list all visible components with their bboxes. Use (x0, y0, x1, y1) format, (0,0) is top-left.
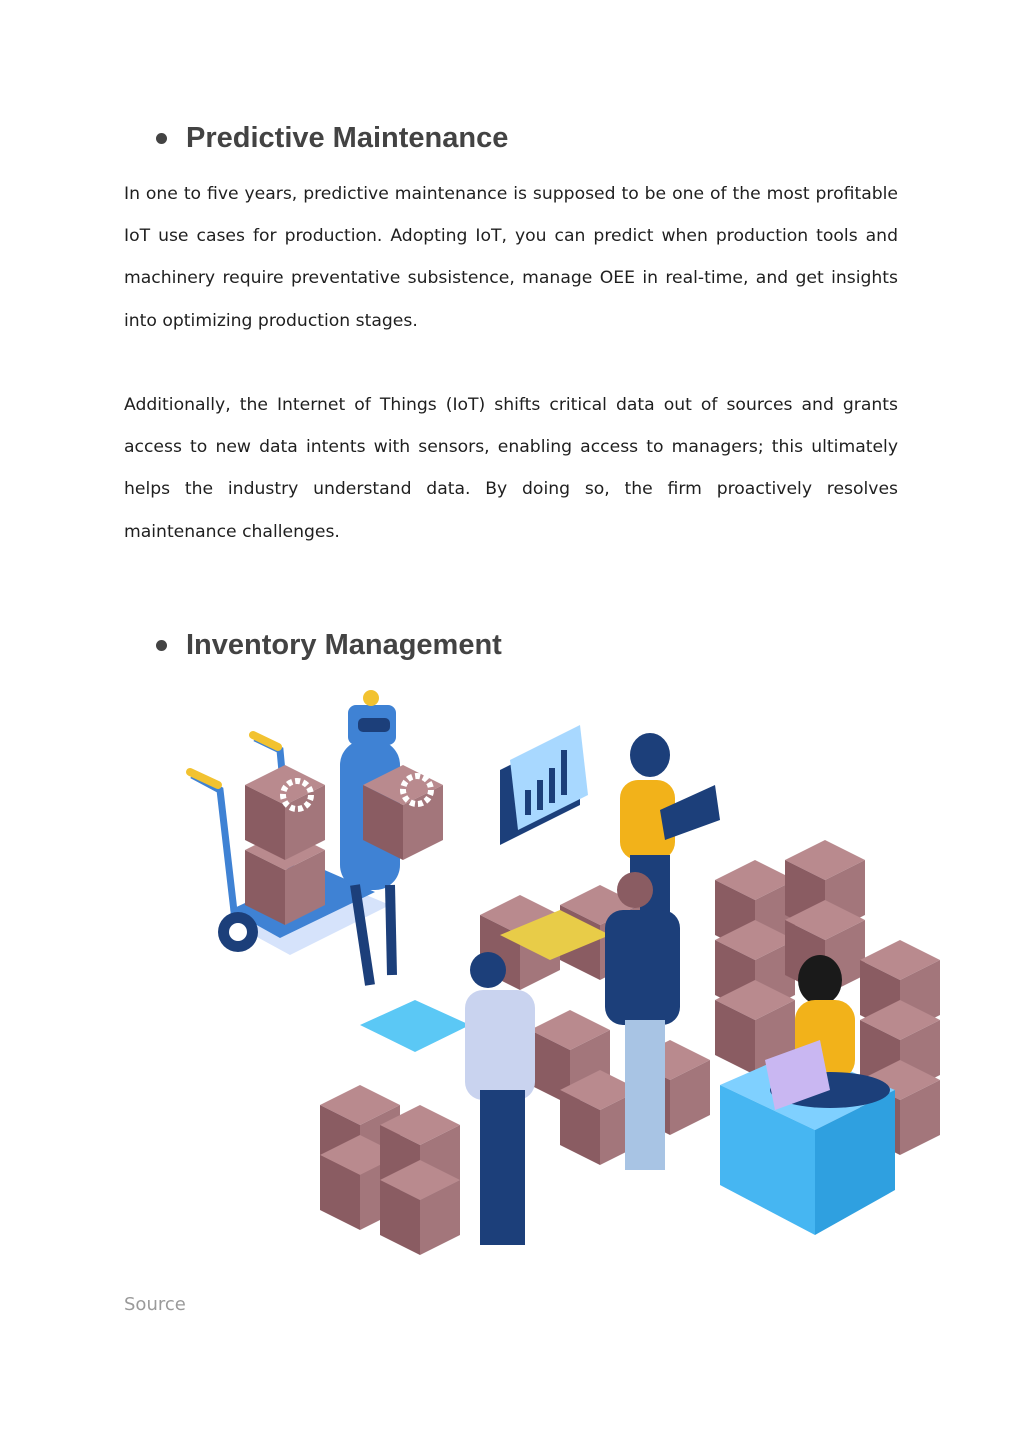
paragraph: In one to five years, predictive maintenance is supposed to be one of the most profitable IoT use cases for production. Adopting IoT, you can predict when production tools and machinery require preventative subsistence, manage OEE in real-time, and get insights into optimizing production stages. (124, 184, 898, 331)
person-light-shirt (465, 952, 535, 1245)
heading-text: Inventory Management (186, 629, 502, 661)
source-link[interactable]: Source (124, 1294, 186, 1315)
section-heading-inventory-management (156, 629, 502, 662)
mail-tile-icon (360, 1000, 470, 1052)
chart-screen-icon (500, 725, 588, 845)
section-heading-predictive-maintenance (156, 122, 508, 155)
paragraph: Additionally, the Internet of Things (IoT) shifts critical data out of sources and grants access to new data intents with sensors, enabling access to managers; this ultimately helps the industry understand data. By doing so, the firm proactively resolves maintenance challenges. (124, 395, 898, 542)
inventory-management-illustration (180, 680, 980, 1280)
bullet-icon (156, 133, 167, 144)
bullet-icon (156, 640, 167, 651)
heading-text: Predictive Maintenance (186, 122, 509, 154)
